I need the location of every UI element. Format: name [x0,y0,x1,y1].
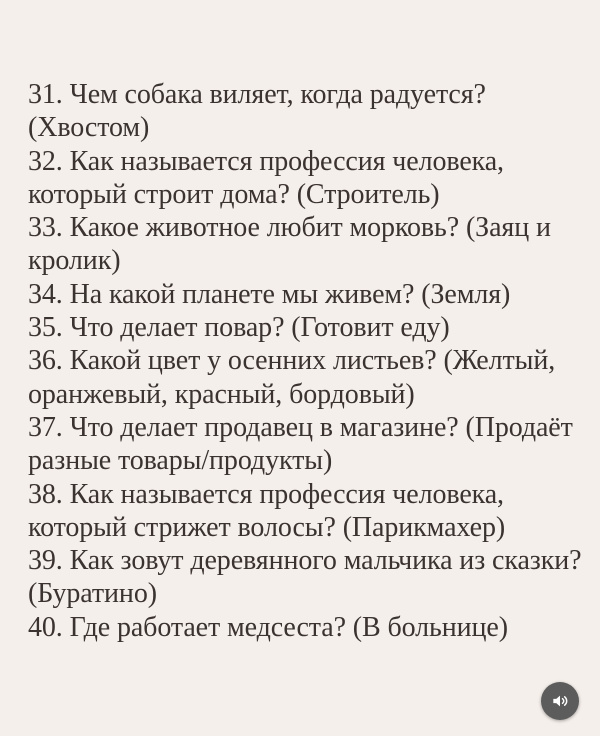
quiz-question-34: 34. На какой планете мы живем? (Земля) [28,278,511,310]
quiz-question-39: 39. Как зовут деревянного мальчика из сказки? (Буратино) [28,545,582,610]
quiz-question-35: 35. Что делает повар? (Готовит еду) [28,312,450,344]
speaker-sound-icon [550,691,570,711]
quiz-question-31: 31. Чем собака виляет, когда радуется? (Хвостом) [28,79,486,144]
quiz-question-32: 32. Как называется профессия человека, который строит дома? (Строитель) [28,145,504,210]
quiz-question-40: 40. Где работает медсеста? (В больнице) [28,611,508,643]
quiz-question-37: 37. Что делает продавец в магазине? (Продаёт разные товары/продукты) [28,411,573,477]
quiz-question-list [28,78,588,644]
quiz-question-38: 38. Как называется профессия человека, который стрижет волосы? (Парикмахер) [28,478,506,543]
quiz-question-36: 36. Какой цвет у осенних листьев? (Желтый, оранжевый, красный, бордовый) [28,345,556,410]
quiz-question-33: 33. Какое животное любит морковь? (Заяц и кролик) [28,212,551,277]
sound-toggle-button[interactable] [541,682,579,720]
